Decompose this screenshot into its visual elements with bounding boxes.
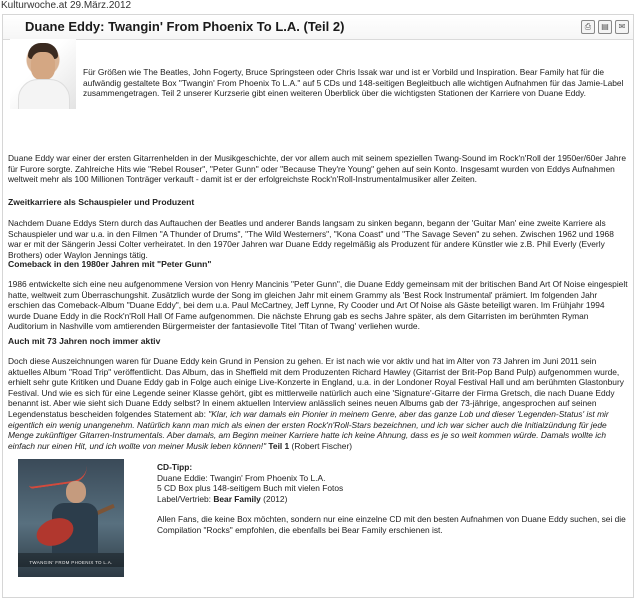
source-line	[0, 0, 131, 12]
cd-tip-note: Allen Fans, die keine Box möchten, sondern nur eine einzelne CD mit den besten Aufnahmen von Duane Eddy suchen, sei die Compilation "Rocks" empfohlen, die ebenfalls bei Bear Family erschienen ist.	[157, 514, 626, 535]
subheading-active: Auch mit 73 Jahren noch immer aktiv	[8, 336, 161, 346]
paragraph-1: Duane Eddy war einer der ersten Gitarrenhelden in der Musikgeschichte, der vor allem auch mit seinem speziellen Twang-Sound im Rock'n'Roll der 1950er/60er Jahre für Furore sorgte. Zahlreiche Hits wie "Rebel Rouser", "Peter Gunn" oder "Because They're Young" gehen auf sein Konto. Insgesamt wurden von Eddys Aufnahmen weltweit mehr als 100 Millionen Tonträger verkauft - damit ist er der erfolgreichste Rock'n'Roll-Instrumentalmusiker aller Zeiten.	[8, 153, 626, 185]
quote: "Klar, ich war damals ein Pionier in meinem Genre, aber das ganze Lob und dieser 'Legenden-Status' ist mir eigentlich ein wenig unangenehm. Natürlich kann man mich als einen der ersten Rock'n'Roll-Stars bezeichnen, und ich war sicher auch die Initialzündung für jede Menge zukünftiger Gitarren-Instrumentals. Aber damals, am Beginn meiner Karriere hatte ich keine Ahnung, dass es je so weit kommen würde. Damals wollte ich einfach nur einen Hit, und ich wollte von meiner Musik leben können!"	[8, 408, 609, 451]
source-date: 29.März.2012	[69, 0, 132, 11]
cover-caption: TWANGIN' FROM PHOENIX TO L.A.	[29, 560, 113, 565]
cd-tip	[157, 462, 627, 536]
cd-tip-label: Label/Vertrieb: Bear Family (2012)	[157, 493, 288, 504]
artist-photo	[10, 39, 76, 109]
article-tools	[581, 20, 629, 34]
subheading-acting: Zweitkarriere als Schauspieler und Produzent	[8, 197, 195, 207]
paragraph-4: Doch diese Auszeichnungen waren für Duane Eddy kein Grund in Pension zu gehen. Er ist nach wie vor aktiv und hat im Alter von 73 Jahren im Juni 2011 sein aktuelles Album "Road Trip" veröffentlicht. Das Album, das in Sheffield mit dem Produzenten Richard Hawley (Gitarrist der Brit-Pop Band Pulp) aufgenommen wurde, erhielt sehr gute Kritiken und Duane Eddy gab in Folge auch einige Live-Konzerte in England, u.a. in der Londoner Royal Festival Hall und am berühmten Glastonbury Festival. Und wie es sich für eine Legende seiner Klasse gehört, gibt es mittlerweile natürlich auch eine 'Signature'-Gitarre der Firma Gretsch, die nach Duane Eddy benannt ist. Aber wie sieht sich Duane Eddy selbst? In einem aktuellen Interview anlässlich seines neuen Albums gab der 73-jährige, angesprochen auf seinen Legendenstatus bescheiden folgendes Statement ab: "Klar, ich war damals ein Pionier in meinem Genre, aber das ganze Lob und dieser 'Legenden-Status' ist mir eigentlich ein wenig unangenehm. Natürlich kann man mich als einen der ersten Rock'n'Roll-Stars bezeichnen, und ich war sicher auch die Initialzündung für jede Menge zukünftiger Gitarren-Instrumentals. Aber damals, am Beginn meiner Karriere hatte ich keine Ahnung, dass es je so weit kommen würde. Damals wollte ich einfach nur einen Hit, und ich wollte von meiner Musik leben können!" Teil 1 (Robert Fischer)	[8, 356, 624, 451]
cd-tip-heading: CD-Tipp:	[157, 462, 193, 472]
title-bar	[3, 15, 633, 40]
email-icon[interactable]: ✉	[615, 20, 629, 34]
print-icon[interactable]: ▤	[598, 20, 612, 34]
article-frame	[2, 14, 634, 598]
subheading-comeback: Comeback in den 1980er Jahren mit "Peter Gunn"	[8, 259, 212, 269]
part-1-link[interactable]: Teil 1	[266, 440, 290, 451]
intro-paragraph: Für Größen wie The Beatles, John Fogerty, Bruce Springsteen oder Chris Issak war und ist er Vorbild und Inspiration. Bear Family hat für die aufwändig gestaltete Box "Twangin' From Phoenix To L.A." auf 5 CDs und 148-seitigen Begleitbuch alle wichtigen Aufnahmen für das Jamie-Label zusammengetragen. Teil 2 unserer Kurzserie gibt einen weiteren Überblick über die wichtigsten Stationen der Karriere von Duane Eddy.	[83, 67, 624, 99]
cd-tip-format: 5 CD Box plus 148-seitigem Buch mit vielen Fotos	[157, 483, 344, 494]
paragraph-3: 1986 entwickelte sich eine neu aufgenommene Version von Henry Mancinis "Peter Gunn", die Duane Eddy gemeinsam mit der britischen Band Art Of Noise eingespielt hatte, weltweit zum Überraschungshit. Zusätzlich wurde der Song im gleichen Jahr mit einem Grammy als 'Best Rock Instrumental' prämiert. Im folgenden Jahr erschien das Comeback-Album "Duane Eddy", bei dem u.a. Paul McCartney, Jeff Lynne, Ry Cooder und Art Of Noise als Gäste beteiligt waren. Im Frühjahr 1994 wurde Duane Eddy in die Rock'n'Roll Hall Of Fame aufgenommen. Die nächste Ehrung gab es sechs Jahre später, als dem Gitarristen im berühmten Ryman Auditorium in Nashville vom amtierenden Bürgermeister der fantasievolle Titel 'Titan of Twang' verliehen wurde.	[8, 279, 628, 332]
label-name: Bear Family	[213, 493, 261, 504]
author: (Robert Fischer)	[289, 440, 353, 451]
paragraph-2: Nachdem Duane Eddys Stern durch das Auftauchen der Beatles und anderer Bands langsam zu sinken begann, begann der 'Guitar Man' eine zweite Karriere als Schauspieler und war u.a. in den Filmen "A Thunder of Drums", "The Wild Westerners", "Kona Coast" und "The Savage Seven" zu sehen. Zwischen 1962 und 1968 war er mit der Sängerin Jessi Colter verheiratet. In den 1970er Jahren war Duane Eddy regelmäßig als Produzent für andere Künstler wie z.B. Phil Everly (Everly Brothers) oder Waylon Jennings tätig.	[8, 218, 614, 260]
source-site: Kulturwoche.at	[1, 0, 68, 11]
album-cover	[18, 459, 124, 577]
article-title: Duane Eddy: Twangin' From Phoenix To L.A. (Teil 2)	[25, 19, 345, 34]
cd-tip-title: Duane Eddie: Twangin' From Phoenix To L.A.	[157, 472, 326, 483]
pdf-icon[interactable]: ⎙	[581, 20, 595, 34]
